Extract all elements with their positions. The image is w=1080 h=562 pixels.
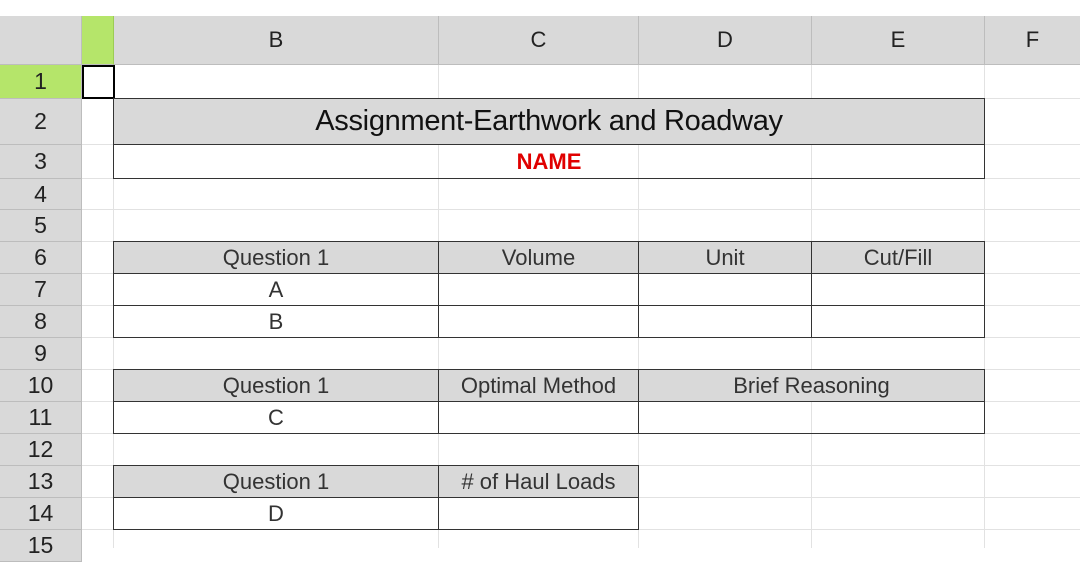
column-header-a[interactable] [82,16,114,65]
table2-header-optimal-method[interactable]: Optimal Method [438,369,639,402]
table3-header-haul-loads[interactable]: # of Haul Loads [438,465,639,498]
table3-row-d-label[interactable]: D [113,497,439,530]
table1-row-a-label[interactable]: A [113,273,439,306]
row-header-3[interactable]: 3 [0,145,82,179]
row-header-6[interactable]: 6 [0,242,82,274]
row-header-4[interactable]: 4 [0,179,82,210]
table2-row-c-label[interactable]: C [113,401,439,434]
table1-row-b-volume[interactable] [438,305,639,338]
row-header-2[interactable]: 2 [0,99,82,145]
row-header-8[interactable]: 8 [0,306,82,338]
selected-cell-a1[interactable] [82,65,115,99]
table1-row-a-volume[interactable] [438,273,639,306]
row-header-9[interactable]: 9 [0,338,82,370]
table1-header-cut-fill[interactable]: Cut/Fill [811,241,985,274]
table1-header-question[interactable]: Question 1 [113,241,439,274]
column-header-e[interactable]: E [812,16,985,65]
row-header-14[interactable]: 14 [0,498,82,530]
column-header-d[interactable]: D [639,16,812,65]
row-header-10[interactable]: 10 [0,370,82,402]
table2-header-brief-reasoning[interactable]: Brief Reasoning [638,369,985,402]
table1-row-a-cut-fill[interactable] [811,273,985,306]
table1-header-unit[interactable]: Unit [638,241,812,274]
row-header-11[interactable]: 11 [0,402,82,434]
table2-row-c-reasoning[interactable] [638,401,985,434]
table1-row-b-cut-fill[interactable] [811,305,985,338]
table3-header-question[interactable]: Question 1 [113,465,439,498]
table2-row-c-method[interactable] [438,401,639,434]
row-header-12[interactable]: 12 [0,434,82,466]
row-header-5[interactable]: 5 [0,210,82,242]
table1-row-b-label[interactable]: B [113,305,439,338]
row-header-1[interactable]: 1 [0,65,82,99]
select-all-corner[interactable] [0,16,82,65]
assignment-title-cell[interactable]: Assignment-Earthwork and Roadway [113,98,985,145]
table2-header-question[interactable]: Question 1 [113,369,439,402]
gridline [82,209,1080,210]
table1-row-b-unit[interactable] [638,305,812,338]
row-header-13[interactable]: 13 [0,466,82,498]
name-cell[interactable]: NAME [113,144,985,179]
table3-row-d-haul-loads[interactable] [438,497,639,530]
column-header-f[interactable]: F [985,16,1080,65]
table1-row-a-unit[interactable] [638,273,812,306]
row-header-15[interactable]: 15 [0,530,82,562]
column-header-c[interactable]: C [439,16,639,65]
column-header-b[interactable]: B [114,16,439,65]
row-header-7[interactable]: 7 [0,274,82,306]
table1-header-volume[interactable]: Volume [438,241,639,274]
